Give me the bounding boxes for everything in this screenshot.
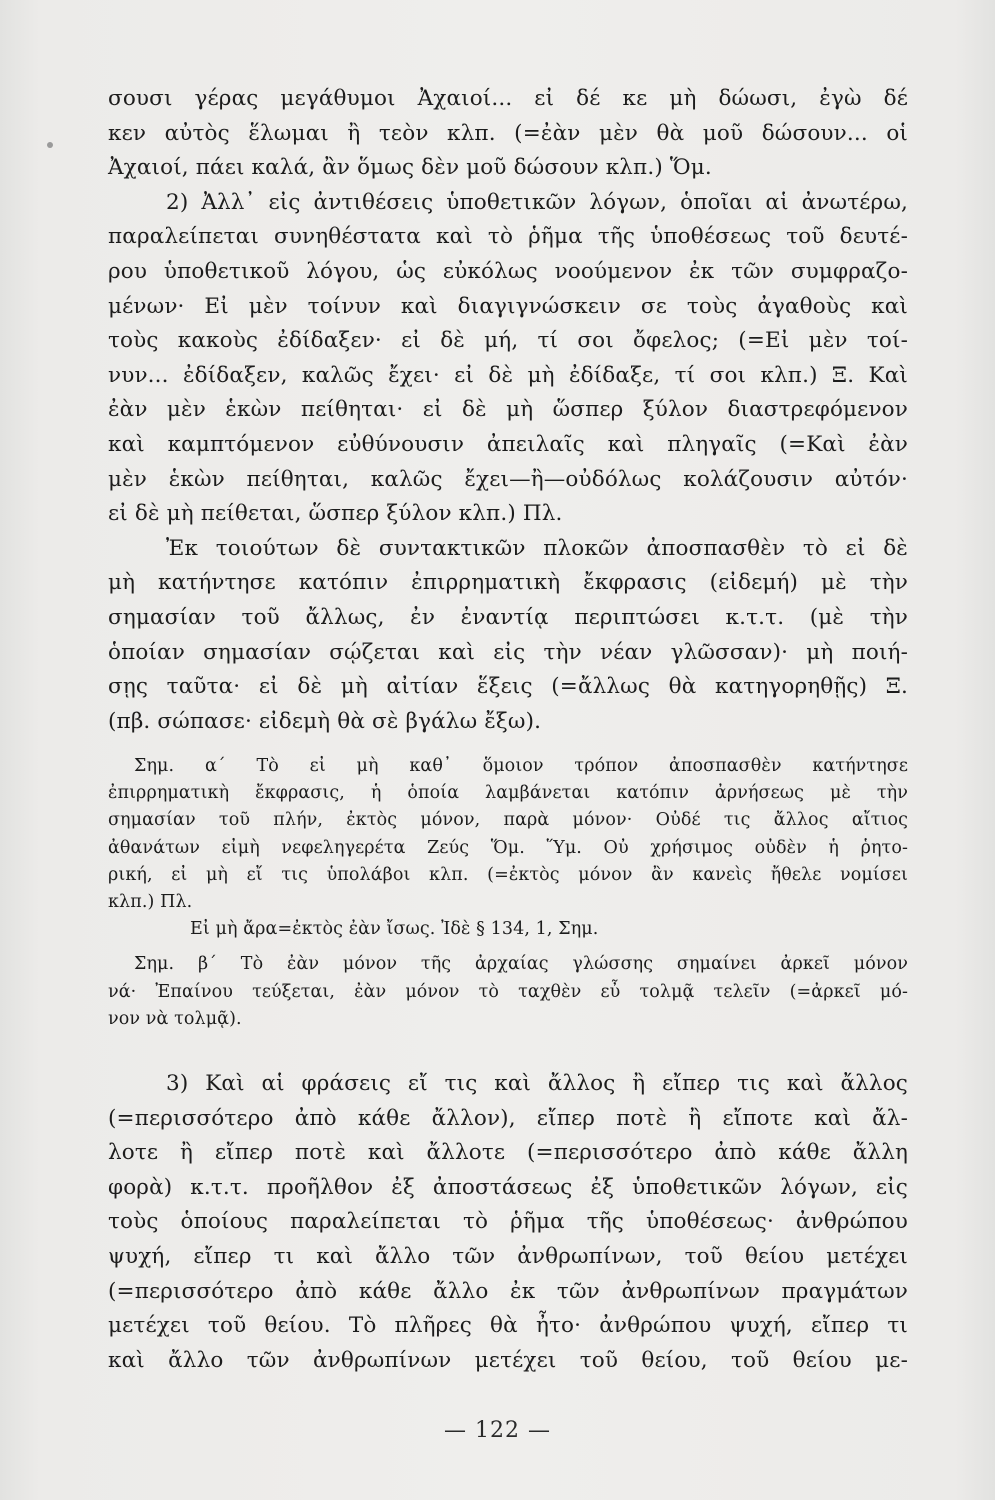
text-line: Ἐκ τοιούτων δὲ συντακτικῶν πλοκῶν ἀποσπασθὲν τὸ εἰ δὲ [166,535,908,561]
text-line: σημασίαν τοῦ ἄλλως, ἐν ἐναντίᾳ περιπτώσει κ.τ.τ. (μὲ τὴν [108,604,908,630]
text-line: Ἀχαιοί, πάει καλά, ἂν ὅμως δὲν μοῦ δώσουν κλπ.) Ὅμ. [108,155,712,181]
note-line: ἐπιρρηματικὴ ἔκφρασις, ἡ ὁποία λαμβάνεται κατόπιν ἀρνήσεως μὲ τὴν [108,783,908,804]
text-line: (=περισσότερο ἀπὸ κάθε ἄλλον), εἴπερ ποτὲ ἢ εἴποτε καὶ ἄλ- [108,1105,908,1131]
text-line: σῃς ταῦτα· εἰ δὲ μὴ αἰτίαν ἕξεις (=ἄλλως θὰ κατηγορηθῇς) Ξ. [108,674,908,700]
text-line: μὲν ἑκὼν πείθηται, καλῶς ἔχει—ἢ—οὐδόλως κολάζουσιν αὐτόν· [108,466,908,492]
text-line: ὁποίαν σημασίαν σῴζεται καὶ εἰς τὴν νέαν γλῶσσαν)· μὴ ποιή- [108,639,908,665]
text-line: μένων· Εἰ μὲν τοίνυν καὶ διαγιγνώσκειν σε τοὺς ἀγαθοὺς καὶ [108,293,908,319]
text-line: μὴ κατήντησε κατόπιν ἐπιρρηματικὴ ἔκφρασις (εἰδεμή) μὲ τὴν [108,570,908,596]
text-line: (=περισσότερο ἀπὸ κάθε ἄλλο ἐκ τῶν ἀνθρωπίνων πραγμάτων [108,1278,908,1304]
notes-block [108,753,908,1033]
text-line: ψυχή, εἴπερ τι καὶ ἄλλο τῶν ἀνθρωπίνων, τοῦ θείου μετέχει [108,1243,908,1269]
text-line: (πβ. σώπασε· εἰδεμὴ θὰ σὲ βγάλω ἔξω). [108,708,542,734]
text-line: καὶ καμπτόμενον εὐθύνουσιν ἀπειλαῖς καὶ πληγαῖς (=Καὶ ἐὰν [108,431,908,457]
note-line: κλπ.) Πλ. [108,892,193,913]
text-line: τοὺς κακοὺς ἐδίδαξεν· εἰ δὲ μή, τί σοι ὄφελος; (=Εἰ μὲν τοί- [108,328,908,354]
section-3-text [108,1067,908,1378]
text-line: ἐὰν μὲν ἑκὼν πείθηται· εἰ δὲ μὴ ὥσπερ ξύλον διαστρεφόμενον [108,397,908,423]
text-line: ρου ὑποθετικοῦ λόγου, ὡς εὐκόλως νοούμενον ἐκ τῶν συμφραζο- [108,258,908,284]
paper-mark [47,142,53,148]
text-line: 3) Καὶ αἱ φράσεις εἴ τις καὶ ἄλλος ἢ εἴπερ τις καὶ ἄλλος [166,1071,908,1096]
text-line: καὶ ἄλλο τῶν ἀνθρωπίνων μετέχει τοῦ θείου, τοῦ θείου με- [108,1347,908,1373]
note-line: ρική, εἰ μὴ εἴ τις ὑπολάβοι κλπ. (=ἐκτὸς μόνον ἂν κανεὶς ἤθελε νομίσει [108,864,908,885]
text-line: φορὰ) κ.τ.τ. προῆλθον ἐξ ἀποστάσεως ἐξ ὑποθετικῶν λόγων, εἰς [108,1174,908,1200]
text-line: παραλείπεται συνηθέστατα καὶ τὸ ῥῆμα τῆς ὑποθέσεως τοῦ δευτέ- [108,224,908,250]
page-number: — 122 — [444,1418,551,1443]
note-line: Σημ. β΄ Τὸ ἐὰν μόνον τῆς ἀρχαίας γλώσσης σημαίνει ἀρκεῖ μόνον [134,954,908,975]
note-line: Σημ. α΄ Τὸ εἰ μὴ καθ᾽ ὅμοιον τρόπον ἀποσπασθὲν κατήντησε [134,756,908,776]
text-line: νυν... ἐδίδαξεν, καλῶς ἔχει· εἰ δὲ μὴ ἐδίδαξε, τί σοι κλπ.) Ξ. Καὶ [108,362,908,388]
text-line: λοτε ἢ εἴπερ ποτὲ καὶ ἄλλοτε (=περισσότερο ἀπὸ κάθε ἄλλη [108,1140,908,1166]
text-line: σουσι γέρας μεγάθυμοι Ἀχαιοί... εἰ δέ κε μὴ δώωσι, ἐγὼ δέ [108,86,908,111]
note-line: νά· Ἐπαίνου τεύξεται, ἐὰν μόνον τὸ ταχθὲν εὖ τολμᾷ τελεῖν (=ἀρκεῖ μό- [108,981,908,1002]
note-line: σημασίαν τοῦ πλήν, ἐκτὸς μόνον, παρὰ μόνον· Οὐδέ τις ἄλλος αἴτιος [108,810,908,831]
note-line: ἀθανάτων εἰμὴ νεφεληγερέτα Ζεύς Ὅμ. Ὕμ. Οὐ χρήσιμος οὐδὲν ἡ ῥητο- [108,837,908,858]
note-line: νον νὰ τολμᾷ). [108,1008,242,1029]
text-line: κεν αὐτὸς ἕλωμαι ἢ τεὸν κλπ. (=ἐὰν μὲν θὰ μοῦ δώσουν... οἱ [108,120,908,146]
text-line: μετέχει τοῦ θείου. Τὸ πλῆρες θὰ ἦτο· ἀνθρώπου ψυχή, εἴπερ τι [108,1313,908,1339]
text-line: τοὺς ὁποίους παραλείπεται τὸ ῥῆμα τῆς ὑποθέσεως· ἀνθρώπου [108,1209,908,1235]
note-line: Εἰ μὴ ἄρα=ἐκτὸς ἐὰν ἴσως. Ἰδὲ § 134, 1, Σημ. [190,919,599,940]
main-text-top [108,82,908,739]
text-line: εἰ δὲ μὴ πείθεται, ὥσπερ ξύλον κλπ.) Πλ. [108,501,563,527]
text-line: 2) Ἀλλ᾽ εἰς ἀντιθέσεις ὑποθετικῶν λόγων, ὁποῖαι αἱ ἀνωτέρω, [166,189,908,215]
